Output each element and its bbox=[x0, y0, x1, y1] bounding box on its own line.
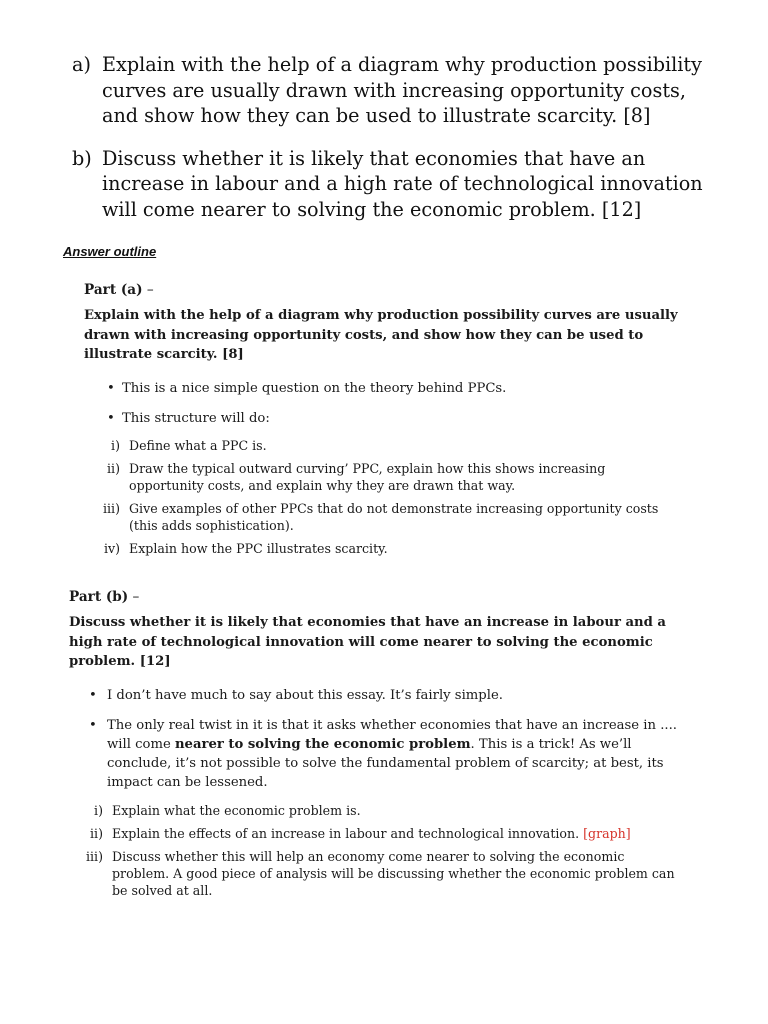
bullet-text: This is a nice simple question on the theory behind PPCs. bbox=[122, 380, 507, 396]
list-item bbox=[94, 500, 684, 534]
exam-questions bbox=[72, 52, 708, 222]
bullet-text-pre: The only real twist in it is that it asks whether economies that have an increase in .... will come bbox=[107, 717, 677, 752]
bullet-text-post: . This is a trick! As we’ll conclude, it’s not possible to solve the fundamental problem of scarcity; at best, its impact can be lessened. bbox=[107, 736, 664, 790]
step-number: i) bbox=[111, 437, 120, 453]
step-number: ii) bbox=[90, 825, 103, 841]
part-a-title: Part (a) bbox=[84, 282, 143, 298]
part-a-bullets bbox=[84, 379, 684, 428]
part-b-steps bbox=[77, 802, 679, 899]
step-number: ii) bbox=[107, 460, 120, 476]
step-text: Define what a PPC is. bbox=[129, 437, 267, 453]
part-a-heading bbox=[84, 282, 684, 298]
part-b-question: Discuss whether it is likely that economies that have an increase in labour and a high rate of technological innovation will come nearer to solving the economic problem. [12] bbox=[69, 615, 666, 669]
list-item bbox=[94, 540, 684, 557]
step-text-main: Explain the effects of an increase in labour and technological innovation. bbox=[112, 825, 584, 841]
step-number: iv) bbox=[103, 540, 120, 556]
bullet-text: I don’t have much to say about this essay. It’s fairly simple. bbox=[107, 687, 503, 703]
list-item bbox=[77, 825, 679, 842]
list-item bbox=[84, 409, 684, 428]
bullet-text bbox=[107, 718, 677, 790]
step-text: Discuss whether this will help an economy come nearer to solving the economic problem. A good piece of analysis will be discussing whether the economic problem can be solved at all. bbox=[112, 848, 675, 898]
bullet-icon: • bbox=[89, 687, 97, 703]
part-a-steps bbox=[94, 437, 684, 557]
part-b-heading bbox=[69, 589, 679, 605]
step-text: Give examples of other PPCs that do not demonstrate increasing opportunity costs (this adds sophistication). bbox=[129, 500, 659, 533]
part-b-bullets bbox=[69, 686, 679, 792]
question-a bbox=[72, 52, 708, 129]
question-text: Explain with the help of a diagram why production possibility curves are usually drawn with increasing opportunity costs, and show how they can be used to illustrate scarcity. [8] bbox=[102, 53, 702, 127]
part-a-question: Explain with the help of a diagram why production possibility curves are usually drawn with increasing opportunity costs, and show how they can be used to illustrate scarcity. [8] bbox=[84, 308, 678, 362]
bullet-text-emphasis: nearer to solving the economic problem bbox=[174, 736, 471, 752]
list-item bbox=[69, 716, 679, 792]
step-number: i) bbox=[94, 802, 103, 818]
part-a-section bbox=[84, 282, 684, 563]
step-text: Explain what the economic problem is. bbox=[112, 802, 361, 818]
question-text: Discuss whether it is likely that economies that have an increase in labour and a high rate of technological innovation will come nearer to solving the economic problem. [12] bbox=[102, 146, 703, 221]
list-item bbox=[84, 379, 684, 398]
step-text: Explain how the PPC illustrates scarcity. bbox=[129, 540, 388, 556]
part-b-section bbox=[69, 589, 679, 905]
step-number: iii) bbox=[103, 500, 120, 516]
list-item bbox=[69, 686, 679, 705]
question-label: a) bbox=[72, 53, 91, 76]
list-item bbox=[94, 460, 684, 494]
bullet-text: This structure will do: bbox=[122, 410, 270, 426]
step-text: Draw the typical outward curving’ PPC, explain how this shows increasing opportunity costs, and explain why they are drawn that way. bbox=[129, 460, 606, 493]
answer-outline-heading: Answer outline bbox=[63, 244, 157, 259]
list-item bbox=[77, 848, 679, 899]
list-item bbox=[77, 802, 679, 819]
question-label: b) bbox=[72, 146, 92, 170]
question-b bbox=[72, 146, 708, 223]
bullet-icon: • bbox=[107, 380, 115, 396]
graph-tag: [graph] bbox=[583, 825, 631, 841]
part-b-title: Part (b) bbox=[69, 589, 129, 605]
step-text bbox=[112, 825, 679, 842]
step-number: iii) bbox=[86, 848, 103, 864]
bullet-icon: • bbox=[107, 410, 115, 426]
part-b-dash: – bbox=[128, 589, 140, 605]
part-a-dash: – bbox=[142, 282, 154, 298]
bullet-icon: • bbox=[89, 717, 97, 733]
list-item bbox=[94, 437, 684, 454]
